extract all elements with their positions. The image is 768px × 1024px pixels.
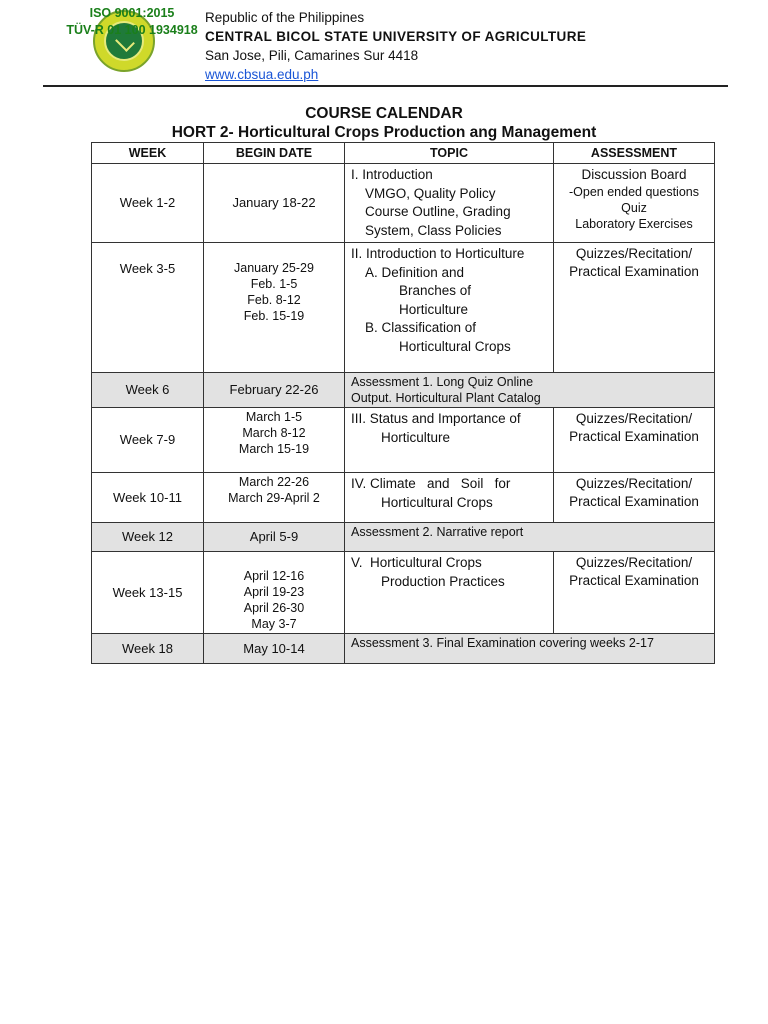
date-range: Feb. 8-12 bbox=[247, 293, 301, 307]
week-cell: Week 12 bbox=[92, 523, 204, 552]
topic-line: Production Practices bbox=[381, 573, 505, 589]
assessment-line: Practical Examination bbox=[569, 573, 699, 588]
date-range: April 5-9 bbox=[249, 529, 299, 544]
week-cell: Week 3-5 bbox=[92, 243, 204, 373]
week-cell: Week 7-9 bbox=[92, 408, 204, 473]
assessment-line: Quiz bbox=[621, 201, 647, 215]
assessment-row bbox=[92, 373, 715, 408]
table-row bbox=[92, 243, 715, 373]
assessment-cell bbox=[554, 243, 715, 373]
date-range: Feb. 15-19 bbox=[243, 309, 305, 323]
date-cell bbox=[204, 634, 345, 664]
date-range: May 10-14 bbox=[243, 640, 305, 656]
iso-certificate-number: TÜV-R 01 100 1934918 bbox=[66, 23, 198, 37]
topic-cell bbox=[345, 552, 554, 634]
topic-line: I. Introduction bbox=[351, 167, 433, 182]
topic-cell bbox=[345, 473, 554, 523]
date-cell bbox=[204, 473, 345, 523]
assessment-line: Practical Examination bbox=[569, 494, 699, 509]
date-range: March 8-12 bbox=[242, 426, 306, 440]
date-cell bbox=[204, 523, 345, 552]
assessment-note-line: Output. Horticultural Plant Catalog bbox=[351, 391, 541, 405]
topic-line: VMGO, Quality Policy bbox=[365, 185, 496, 201]
assessment-row bbox=[92, 523, 715, 552]
table-row bbox=[92, 408, 715, 473]
university-name: CENTRAL BICOL STATE UNIVERSITY OF AGRICULTURE bbox=[205, 29, 587, 44]
topic-line: V. Horticultural Crops bbox=[351, 555, 482, 570]
header-week: WEEK bbox=[92, 143, 204, 164]
topic-line: Horticulture bbox=[399, 301, 469, 317]
table-row bbox=[92, 473, 715, 523]
assessment-note-line: Assessment 2. Narrative report bbox=[351, 525, 524, 539]
assessment-line: Practical Examination bbox=[569, 429, 699, 444]
topic-line: Horticultural Crops bbox=[399, 338, 511, 354]
topic-cell bbox=[345, 408, 554, 473]
date-range: April 26-30 bbox=[243, 601, 305, 615]
assessment-cell bbox=[554, 408, 715, 473]
course-calendar-table bbox=[91, 142, 715, 664]
week-cell: Week 18 bbox=[92, 634, 204, 664]
table-header-row bbox=[92, 143, 715, 164]
course-subtitle: HORT 2- Horticultural Crops Production ang Management bbox=[171, 124, 597, 141]
topic-line: B. Classification of bbox=[365, 320, 477, 335]
university-website-link[interactable]: www.cbsua.edu.ph bbox=[205, 67, 319, 82]
assessment-line: Discussion Board bbox=[581, 167, 687, 182]
date-cell bbox=[204, 373, 345, 408]
date-range: May 3-7 bbox=[251, 617, 297, 631]
header-assessment: ASSESSMENT bbox=[554, 143, 715, 164]
assessment-line: Practical Examination bbox=[569, 264, 699, 279]
week-cell: Week 10-11 bbox=[92, 473, 204, 523]
date-range: February 22-26 bbox=[229, 382, 319, 397]
week-cell: Week 6 bbox=[92, 373, 204, 408]
date-range: March 22-26 bbox=[238, 475, 310, 489]
topic-line: System, Class Policies bbox=[365, 222, 502, 238]
header-begin-date: BEGIN DATE bbox=[204, 143, 345, 164]
assessment-row bbox=[92, 634, 715, 664]
date-range: March 15-19 bbox=[238, 442, 310, 456]
iso-certification-text bbox=[62, 5, 202, 39]
header-topic: TOPIC bbox=[345, 143, 554, 164]
topic-line: A. Definition and bbox=[365, 264, 465, 280]
assessment-line: -Open ended questions bbox=[569, 185, 699, 199]
topic-line: Branches of bbox=[399, 283, 472, 298]
iso-standard: ISO 9001:2015 bbox=[89, 6, 175, 20]
date-cell bbox=[204, 408, 345, 473]
university-address: San Jose, Pili, Camarines Sur 4418 bbox=[205, 48, 419, 63]
assessment-note-line: Assessment 1. Long Quiz Online bbox=[351, 375, 534, 389]
date-range: Feb. 1-5 bbox=[250, 277, 298, 291]
topic-line: Horticultural Crops bbox=[381, 494, 493, 510]
date-cell bbox=[204, 164, 345, 243]
topic-line: II. Introduction to Horticulture bbox=[351, 246, 525, 261]
table-row bbox=[92, 164, 715, 243]
assessment-note-line: Assessment 3. Final Examination covering weeks 2-17 bbox=[351, 636, 654, 650]
assessment-line: Quizzes/Recitation/ bbox=[575, 246, 693, 261]
merged-assessment-cell bbox=[345, 523, 715, 552]
topic-line: Course Outline, Grading bbox=[365, 204, 511, 219]
assessment-cell bbox=[554, 473, 715, 523]
week-cell: Week 1-2 bbox=[92, 164, 204, 243]
assessment-cell bbox=[554, 164, 715, 243]
topic-line: III. Status and Importance of bbox=[351, 411, 521, 426]
letterhead bbox=[205, 8, 586, 84]
topic-cell bbox=[345, 164, 554, 243]
date-range: April 12-16 bbox=[243, 569, 305, 583]
topic-cell bbox=[345, 243, 554, 373]
date-cell bbox=[204, 552, 345, 634]
week-cell: Week 13-15 bbox=[92, 552, 204, 634]
header-divider bbox=[43, 85, 728, 87]
assessment-line: Laboratory Exercises bbox=[575, 217, 693, 231]
date-range: April 19-23 bbox=[243, 585, 305, 599]
date-range: January 25-29 bbox=[234, 261, 314, 275]
assessment-cell bbox=[554, 552, 715, 634]
republic-line: Republic of the Philippines bbox=[205, 10, 365, 25]
merged-assessment-cell bbox=[345, 373, 715, 408]
assessment-line: Quizzes/Recitation/ bbox=[575, 555, 693, 570]
date-range: January 18-22 bbox=[232, 195, 316, 210]
date-cell bbox=[204, 243, 345, 373]
topic-line: IV. Climate and Soil for bbox=[351, 476, 511, 491]
merged-assessment-cell bbox=[345, 634, 715, 664]
assessment-line: Quizzes/Recitation/ bbox=[575, 411, 693, 426]
table-row bbox=[92, 552, 715, 634]
topic-line: Horticulture bbox=[381, 429, 451, 445]
assessment-line: Quizzes/Recitation/ bbox=[575, 476, 693, 491]
document-title: COURSE CALENDAR bbox=[305, 105, 463, 122]
date-range: March 29-April 2 bbox=[228, 491, 320, 505]
date-range: March 1-5 bbox=[245, 410, 303, 424]
